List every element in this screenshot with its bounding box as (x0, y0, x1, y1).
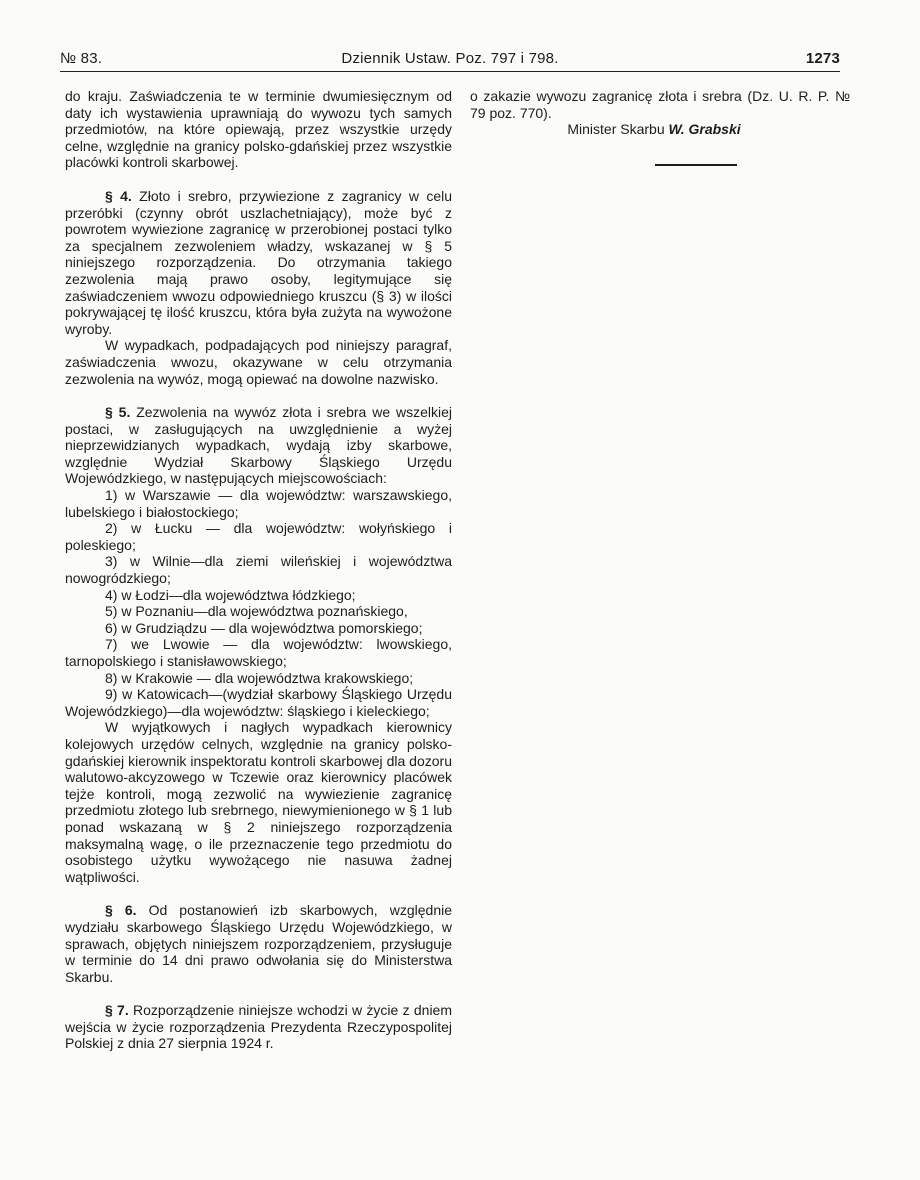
signature (470, 121, 850, 138)
section-5-paragraph-2: W wyjątkowych i nagłych wypadkach kierownicy kolejowych urzędów celnych, względnie na granicy polsko-gdańskiej kierownik inspektoratu kontroli skarbowej dla dozoru walutowo-akcyzowego w Tczewie oraz kierownicy placówek tejże kontroli, mogą zezwolić na wywiezienie zagranicę przedmiotu złotego lub srebrnego, niewymienionego w § 1 lub ponad wskazaną w § 2 niniejszego rozporządzenia maksymalną wagę, o ile przeznaczenie tego przedmiotu do osobistego użytku wywożącego nie nasuwa żadnej wątpliwości. (65, 719, 452, 885)
section-4 (65, 188, 452, 337)
signature-title: Minister Skarbu (567, 121, 665, 138)
page-number: 1273 (805, 50, 840, 67)
section-4-mark: § 4. (105, 187, 132, 204)
list-item: 3) w Wilnie—dla ziemi wileńskiej i województwa nowogródzkiego; (65, 553, 452, 587)
issue-number: № 83. (60, 50, 103, 67)
continuation-paragraph: do kraju. Zaświadczenia te w terminie dwumiesięcznym od daty ich wystawienia uprawniają do wywozu tych samych przedmiotów, na które opiewają, przez wszystkie urzędy celne, względnie na granicy polsko-gdańskiej przez wszystkie placówki kontroli skarbowej. (65, 88, 452, 171)
list-item: 2) w Łucku — dla województw: wołyńskiego i poleskiego; (65, 520, 452, 553)
list-item: 8) w Krakowie — dla województwa krakowskiego; (105, 669, 414, 686)
signature-name: W. Grabski (668, 121, 741, 138)
list-item: 7) we Lwowie — dla województw: lwowskiego, tarnopolskiego i stanisławowskiego; (65, 636, 452, 669)
section-5-mark: § 5. (105, 404, 131, 421)
closing-rule (655, 164, 737, 166)
section-6-text: Od postanowień izb skarbowych, względnie wydziału skarbowego Śląskiego Urzędu Wojewódzkiego, w sprawach, objętych niniejszem rozporządzeniem, przysługuje w terminie do 14 dni prawo odwołania się do Ministerstwa Skarbu. (65, 902, 452, 985)
list-item: 5) w Poznaniu—dla województwa poznańskiego, (105, 603, 408, 620)
left-column (65, 88, 452, 1052)
section-7 (65, 1002, 452, 1052)
list-item: 4) w Łodzi—dla województwa łódzkiego; (105, 586, 356, 603)
section-4-paragraph-2: W wypadkach, podpadających pod niniejszy paragraf, zaświadczenia wwozu, okazywane w celu otrzymania zezwolenia na wywóz, mogą opiewać na dowolne nazwisko. (65, 337, 452, 387)
section-6 (65, 902, 452, 985)
section-7-mark: § 7. (105, 1002, 129, 1019)
list-item: 9) w Katowicach—(wydział skarbowy Śląskiego Urzędu Wojewódzkiego)—dla województw: śląskiego i kieleckiego; (65, 686, 452, 719)
right-column (470, 88, 850, 166)
list-item: 1) w Warszawie — dla województw: warszawskiego, lubelskiego i białostockiego; (65, 487, 452, 520)
section-4-text: Złoto i srebro, przywiezione z zagranicy w celu przeróbki (czynny obrót uszlachetniający), może być z powrotem wywiezione zagranicę w przerobionej postaci tylko za specjalnem zezwoleniem władzy, wskazanej w § 5 niniejszego rozporządzenia. Do otrzymania takiego zezwolenia mają prawo osoby, legitymujące się zaświadczeniem wwozu odpowiedniego kruszcu (§ 3) w ilości pokrywającej tę ilość kruszcu, która była zużyta na wywożone wyroby. (65, 187, 452, 337)
section-7-text: Rozporządzenie niniejsze wchodzi w życie z dniem wejścia w życie rozporządzenia Prezydenta Rzeczypospolitej Polskiej z dnia 27 sierpnia 1924 r. (65, 1002, 453, 1052)
header-rule (60, 71, 840, 72)
journal-title: Dziennik Ustaw. Poz. 797 i 798. (341, 50, 559, 67)
continuation-paragraph: o zakazie wywozu zagranicę złota i srebra (Dz. U. R. P. № 79 poz. 770). (470, 88, 850, 121)
section-5 (65, 404, 452, 487)
section-6-mark: § 6. (105, 902, 137, 919)
page-header (60, 50, 840, 72)
list-item: 6) w Grudziądzu — dla województwa pomorskiego; (105, 619, 423, 636)
section-5-text: Zezwolenia na wywóz złota i srebra we wszelkiej postaci, w zasługujących na uwzględnienie a wyżej nieprzewidzianych wypadkach, wydają izby skarbowe, względnie Wydział Skarbowy Śląskiego Urzędu Wojewódzkiego, w następujących miejscowościach: (65, 404, 452, 487)
